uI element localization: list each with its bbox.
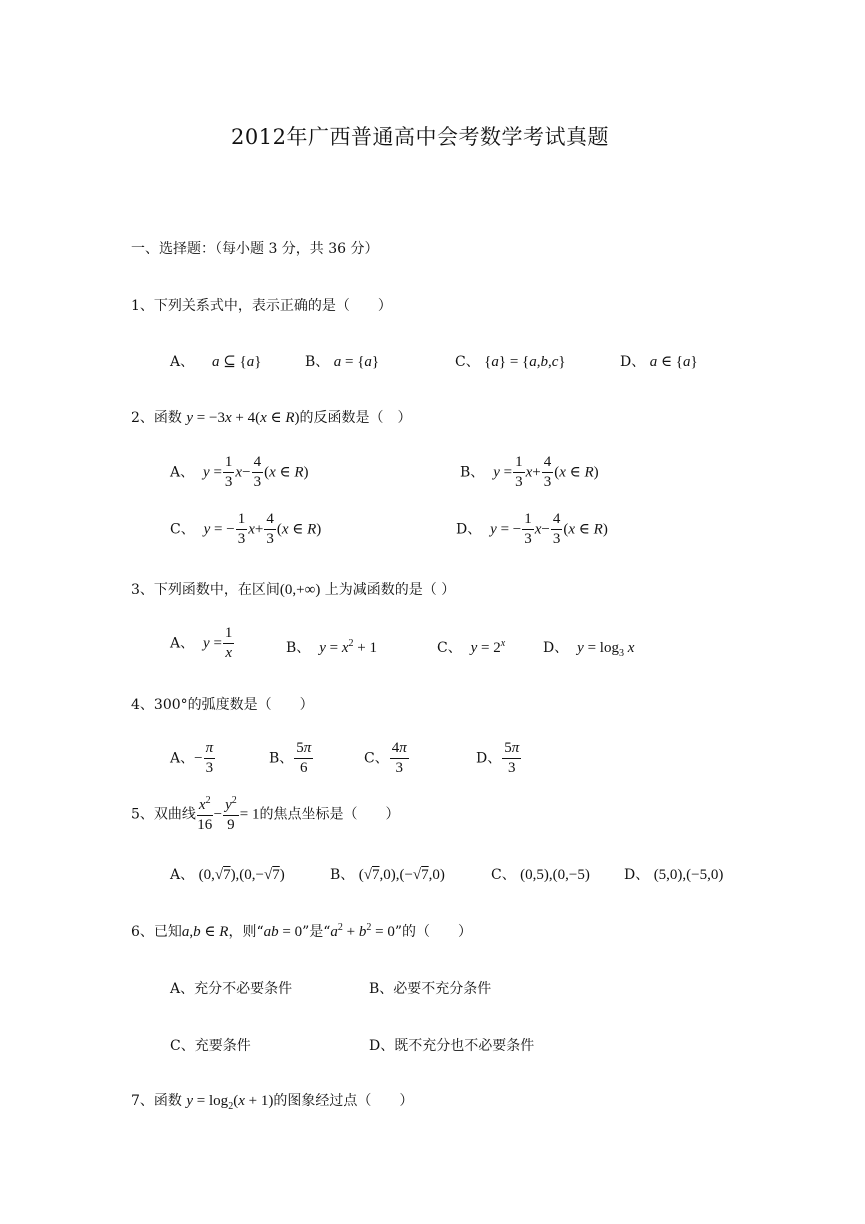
q4-stem-prefix: 4、300°: [131, 697, 188, 713]
q2-option-a-formula: y =: [203, 464, 222, 481]
q6-stem-mid1: ，则“: [228, 924, 264, 940]
q1-option-d-label: D、: [620, 354, 646, 370]
q1-option-a: [170, 351, 261, 371]
q5-option-d: [624, 864, 723, 884]
fraction: $\frac{1}{x}$: [224, 625, 233, 661]
q6-stem-formula-1: a,b ∈ R: [181, 924, 229, 940]
q3-option-d-formula: $y = \log_3 x$: [577, 640, 635, 659]
q1-option-d: [620, 351, 698, 371]
question-6-stem: [131, 921, 472, 941]
q6-stem-prefix: 6、已知: [131, 924, 182, 940]
q1-option-c-label: C、: [455, 354, 480, 370]
q1-option-a-formula: a ⊆ {a}: [211, 354, 262, 370]
q1-option-b: [305, 351, 379, 371]
fraction: $\frac{4}{3}$: [253, 454, 262, 490]
fraction: $\frac{1}{3}$: [237, 511, 246, 547]
q4-option-b-label: B、: [269, 750, 294, 767]
q2-option-a: A、 y = $\frac{1}{3}$ x− $\frac{4}{3}$ (x ∈ R): [170, 454, 309, 490]
question-5-stem: 5、双曲线 $\frac{x^2}{16}$ − $\frac{y^2}{9}$ = 1的焦点坐标是（ ）: [131, 795, 400, 833]
question-3-stem: [131, 579, 455, 599]
q3-option-d-label: D、: [543, 640, 569, 656]
q1-option-b-formula: a = {a}: [333, 354, 380, 370]
fraction: $\frac{y^2}{9}$: [225, 795, 237, 833]
q1-option-d-formula: a ∈ {a}: [649, 354, 698, 370]
fraction: $\frac{4}{3}$: [552, 511, 561, 547]
q5-option-a-formula: (0,√7),(0,−√7): [198, 867, 285, 883]
q7-stem-formula: $y = \log_2(x + 1)$: [186, 1093, 274, 1112]
q4-option-c-label: C、: [364, 750, 389, 767]
q3-option-c-formula: $y = 2^x$: [470, 638, 506, 656]
q4-option-a-label: A、: [170, 750, 195, 767]
q3-option-a-label: A、: [170, 635, 195, 652]
q2-option-c: C、 y = − $\frac{1}{3}$ x+ $\frac{4}{3}$ (x ∈ R): [170, 511, 322, 547]
q6-option-a: A、充分不必要条件: [170, 981, 293, 997]
q3-option-d: [543, 637, 634, 659]
q5-stem-suffix: 的焦点坐标是（ ）: [259, 806, 400, 823]
q1-option-c-formula: {a} = {a,b,c}: [484, 354, 566, 370]
question-2-stem: [131, 407, 412, 427]
fraction: $\frac{\pi}{3}$: [205, 740, 214, 776]
q5-option-b-formula: (√7,0),(−√7,0): [358, 867, 445, 883]
q6-stem-mid2: ”是“: [302, 924, 331, 940]
q5-option-a-label: A、: [170, 867, 195, 883]
q3-option-b-formula: $y = x^2 + 1$: [319, 638, 377, 656]
q5-option-b-label: B、: [330, 867, 355, 883]
section-header: 一、选择题：（每小题 3 分，共 36 分）: [131, 241, 379, 257]
q3-option-c-label: C、: [437, 640, 462, 656]
q6-option-b: B、必要不充分条件: [369, 981, 492, 997]
question-4-stem: [131, 694, 314, 714]
q1-option-b-label: B、: [305, 354, 330, 370]
q3-option-a-formula: y =: [203, 635, 222, 652]
q1-option-c: [455, 351, 566, 371]
q4-stem-suffix: 的弧度数是（ ）: [187, 697, 314, 713]
q2-stem-suffix: 的反函数是（ ）: [299, 410, 412, 426]
q4-option-d-label: D、: [476, 750, 502, 767]
q5-option-b: [330, 864, 445, 884]
q2-option-b-formula: y =: [493, 464, 513, 481]
fraction: $\frac{4}{3}$: [543, 454, 552, 490]
q3-option-b: [286, 637, 377, 657]
q5-stem-prefix: 5、双曲线: [131, 806, 196, 823]
q6-option-c: C、充要条件: [170, 1038, 251, 1054]
fraction: $\frac{1}{3}$: [224, 454, 233, 490]
q5-option-c: [491, 864, 590, 884]
q3-option-a: [170, 626, 235, 661]
q5-option-a: [170, 864, 285, 884]
fraction: $\frac{4}{3}$: [266, 511, 274, 547]
q3-stem-prefix: 3、下列函数中，在区间: [131, 582, 280, 598]
q2-stem-formula: y = −3x + 4(x ∈ R): [186, 410, 300, 426]
q2-option-b-label: B、: [460, 464, 485, 481]
q5-option-c-label: C、: [491, 867, 516, 883]
q6-stem-formula-3: $a^2 + b^2 = 0$: [330, 922, 395, 940]
q6-stem-formula-2: ab = 0: [263, 924, 303, 940]
q2-option-a-label: A、: [170, 464, 195, 481]
q2-option-d-label: D、: [456, 521, 482, 538]
q6-stem-suffix: ”的（ ）: [394, 924, 473, 940]
q3-stem-formula: (0,+∞): [279, 582, 321, 598]
q4-option-a-sign: −: [194, 750, 203, 767]
q4-option-b: [269, 741, 314, 776]
fraction: $\frac{1}{3}$: [515, 454, 523, 490]
q2-option-c-label: C、: [170, 521, 195, 538]
q4-option-a: [170, 741, 216, 776]
q3-option-b-label: B、: [286, 640, 311, 656]
q2-stem-prefix: 2、函数: [131, 410, 182, 426]
q3-option-c: [437, 637, 505, 657]
q1-option-a-label: A、: [170, 354, 195, 370]
q2-option-d-formula: y = −: [490, 521, 522, 538]
q3-stem-suffix: 上为减函数的是（ ）: [324, 582, 456, 598]
q2-option-b: B、 y = $\frac{1}{3}$ x+ $\frac{4}{3}$ (x ∈ R): [460, 454, 599, 490]
fraction: $\frac{1}{3}$: [524, 511, 532, 547]
q4-option-d: [476, 741, 522, 776]
question-1-stem: 1、下列关系式中，表示正确的是（ ）: [131, 298, 392, 314]
q5-option-c-formula: (0,5),(0,−5): [520, 867, 590, 883]
q5-option-d-label: D、: [624, 867, 650, 883]
q2-option-d: D、 y = − $\frac{1}{3}$ x− $\frac{4}{3}$ (x ∈ R): [456, 511, 608, 547]
q6-option-d: D、既不充分也不必要条件: [369, 1038, 535, 1054]
page-title: 2012年广西普通高中会考数学考试真题: [231, 125, 609, 149]
fraction: $\frac{5\pi}{3}$: [504, 740, 520, 776]
fraction: $\frac{x^2}{16}$: [197, 795, 213, 833]
fraction: $\frac{5\pi}{6}$: [296, 740, 312, 776]
q5-option-d-formula: (5,0),(−5,0): [653, 867, 724, 883]
fraction: $\frac{4\pi}{3}$: [391, 740, 407, 776]
q7-stem-suffix: 的图象经过点（ ）: [273, 1093, 414, 1109]
q4-option-c: [364, 741, 410, 776]
question-7-stem: [131, 1090, 413, 1112]
q2-option-c-formula: y = −: [203, 521, 235, 538]
q7-stem-prefix: 7、函数: [131, 1093, 182, 1109]
